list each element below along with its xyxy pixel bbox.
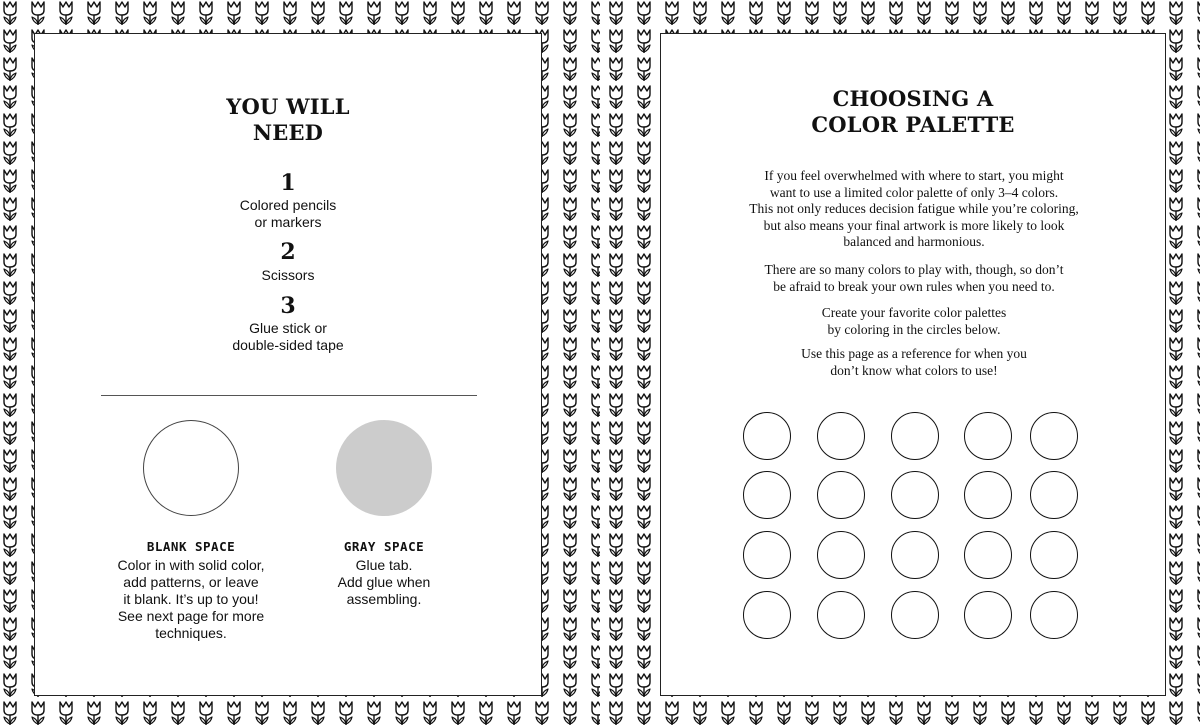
- item-number-2: 2: [280, 239, 296, 265]
- paragraph-line: Use this page as a reference for when you: [801, 346, 1027, 361]
- gray-space-line: Add glue when: [337, 574, 431, 590]
- palette-circle: [817, 471, 865, 519]
- gray-space-line: Glue tab.: [355, 557, 413, 573]
- left-content-card: [34, 33, 542, 696]
- palette-circle: [743, 591, 791, 639]
- paragraph-line: If you feel overwhelmed with where to start, you might: [764, 168, 1064, 183]
- palette-circle: [743, 471, 791, 519]
- palette-circle: [891, 591, 939, 639]
- paragraph-line: There are so many colors to play with, though, so don’t: [764, 262, 1064, 277]
- palette-circle: [891, 471, 939, 519]
- palette-circle: [964, 412, 1012, 460]
- blank-space-swatch: [143, 420, 239, 516]
- page-title-line1: YOU WILL: [226, 94, 350, 119]
- page-title-line2: COLOR PALETTE: [811, 112, 1015, 137]
- palette-circle: [1030, 412, 1078, 460]
- palette-circle: [964, 471, 1012, 519]
- reference-paragraph: [721, 346, 1107, 379]
- gray-space-swatch: [336, 420, 432, 516]
- palette-circle: [817, 591, 865, 639]
- paragraph-line: don’t know what colors to use!: [830, 362, 998, 378]
- item-2-line1: Scissors: [261, 267, 315, 283]
- right-content-card: [660, 33, 1166, 696]
- item-3-line2: double-sided tape: [232, 337, 344, 353]
- create-palettes-paragraph: [721, 305, 1107, 338]
- palette-circle: [1030, 591, 1078, 639]
- palette-circle: [891, 412, 939, 460]
- gray-space-line: assembling.: [346, 591, 422, 607]
- paragraph-line: but also means your final artwork is more likely to look: [763, 217, 1065, 233]
- palette-circle: [817, 412, 865, 460]
- paragraph-line: by coloring in the circles below.: [827, 321, 1001, 337]
- palette-circle: [891, 531, 939, 579]
- palette-circle: [964, 591, 1012, 639]
- blank-space-line: See next page for more: [117, 608, 265, 624]
- palette-circle: [1030, 531, 1078, 579]
- divider: [101, 395, 477, 396]
- palette-circle: [1030, 471, 1078, 519]
- gray-space-title: GRAY SPACE: [343, 539, 425, 554]
- palette-circle: [817, 531, 865, 579]
- palette-circle: [964, 531, 1012, 579]
- item-1-line1: Colored pencils: [239, 197, 337, 213]
- item-3-line1: Glue stick or: [249, 320, 327, 336]
- page-title-line1: CHOOSING A: [832, 86, 994, 111]
- blank-space-description: [91, 557, 291, 642]
- gray-space-description: [304, 557, 464, 608]
- right-page: [600, 0, 1200, 726]
- item-1-line2: or markers: [254, 214, 322, 230]
- palette-circle: [743, 531, 791, 579]
- palette-circle: [743, 412, 791, 460]
- paragraph-line: This not only reduces decision fatigue while you’re coloring,: [749, 201, 1079, 216]
- paragraph-line: balanced and harmonious.: [843, 234, 985, 249]
- blank-space-title: BLANK SPACE: [146, 539, 236, 554]
- page-title-line2: NEED: [252, 120, 324, 145]
- paragraph-line: Create your favorite color palettes: [821, 305, 1007, 320]
- rules-paragraph: [721, 262, 1107, 295]
- item-number-1: 1: [280, 170, 296, 196]
- intro-paragraph: [721, 168, 1107, 251]
- item-number-3: 3: [280, 293, 296, 319]
- blank-space-line: techniques.: [155, 625, 227, 641]
- blank-space-line: add patterns, or leave: [123, 574, 259, 590]
- blank-space-line: Color in with solid color,: [117, 557, 265, 573]
- blank-space-line: it blank. It’s up to you!: [123, 591, 259, 607]
- paragraph-line: want to use a limited color palette of only 3–4 colors.: [769, 184, 1059, 200]
- paragraph-line: be afraid to break your own rules when you need to.: [773, 278, 1055, 294]
